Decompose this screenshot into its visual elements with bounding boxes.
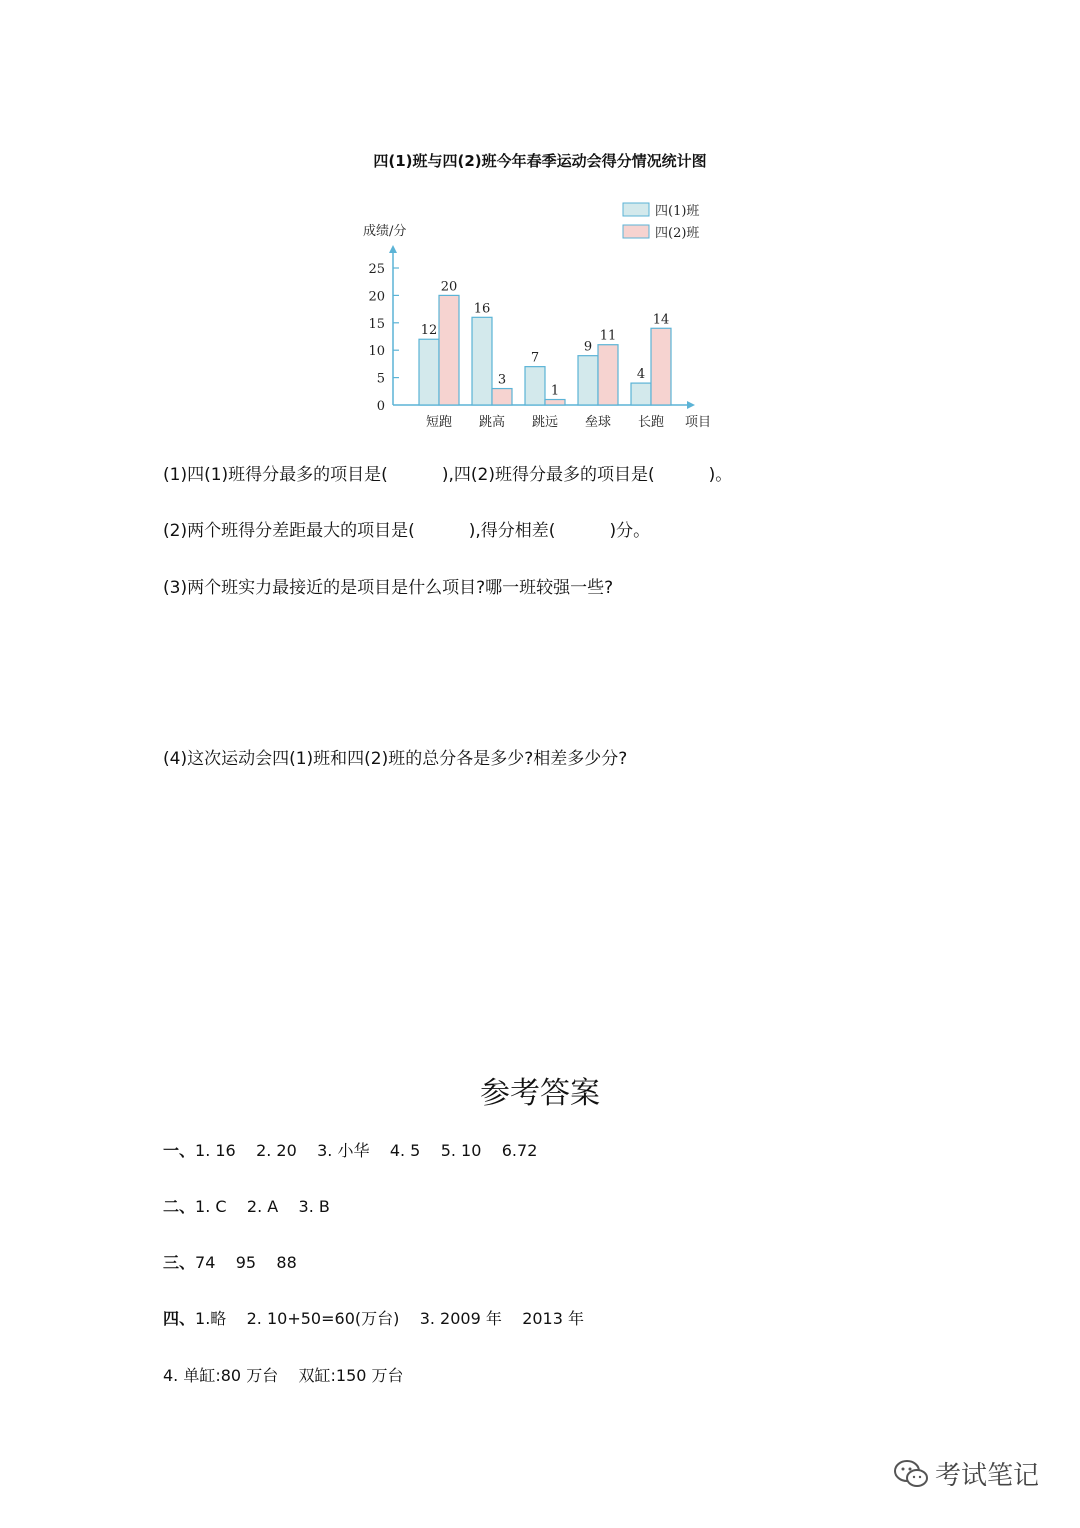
bar-2-4 xyxy=(651,328,671,405)
bar-1-4 xyxy=(631,383,651,405)
answer-line-1 xyxy=(163,1138,537,1161)
bar-value-label: 14 xyxy=(652,312,670,328)
bar-1-2 xyxy=(525,367,545,405)
category-label: 短跑 xyxy=(425,415,453,430)
bar-2-0 xyxy=(439,295,459,405)
bar-value-label: 3 xyxy=(497,372,507,388)
answer-line-3 xyxy=(163,1250,297,1273)
answer-text: 1.略 2. 10+50=60(万台) 3. 2009 年 2013 年 xyxy=(195,1309,585,1328)
y-tick-label: 0 xyxy=(376,399,385,414)
x-axis-arrow xyxy=(687,401,695,409)
question-2: (2)两个班得分差距最大的项目是( ),得分相差( )分。 xyxy=(163,521,651,541)
question-3: (3)两个班实力最接近的是项目是什么项目?哪一班较强一些? xyxy=(163,578,614,598)
y-axis-label: 成绩/分 xyxy=(363,224,407,239)
answer-prefix: 三、 xyxy=(163,1253,196,1272)
watermark-text: 考试笔记 xyxy=(935,1461,1040,1491)
bar-value-label: 11 xyxy=(599,328,617,344)
bar-value-label: 9 xyxy=(583,339,593,355)
bar-value-label: 20 xyxy=(440,279,458,295)
legend-swatch-1 xyxy=(623,203,649,216)
bar-chart xyxy=(355,195,735,440)
category-label: 长跑 xyxy=(637,415,665,430)
chart-legend xyxy=(623,203,699,241)
answer-prefix: 二、 xyxy=(163,1197,196,1216)
x-axis-label: 项目 xyxy=(685,415,712,430)
bar-value-label: 16 xyxy=(473,301,491,317)
legend-swatch-2 xyxy=(623,225,649,238)
bar-2-2 xyxy=(545,400,565,405)
answer-line-4 xyxy=(163,1306,584,1329)
bar-1-0 xyxy=(419,339,439,405)
answer-line-2 xyxy=(163,1194,330,1217)
answer-text: 1. 16 2. 20 3. 小华 4. 5 5. 10 6.72 xyxy=(195,1141,538,1160)
bar-2-1 xyxy=(492,389,512,405)
question-4: (4)这次运动会四(1)班和四(2)班的总分各是多少?相差多少分? xyxy=(163,749,628,769)
question-1: (1)四(1)班得分最多的项目是( ),四(2)班得分最多的项目是( )。 xyxy=(163,465,733,485)
y-tick-label: 10 xyxy=(368,344,385,360)
answer-line-5: 4. 单缸:80 万台 双缸:150 万台 xyxy=(163,1366,404,1385)
answer-prefix: 一、 xyxy=(163,1141,196,1160)
y-axis-arrow xyxy=(389,245,397,253)
wechat-logo-icon xyxy=(893,1458,929,1490)
bar-value-label: 1 xyxy=(550,383,560,399)
y-tick-label: 5 xyxy=(376,371,385,387)
bar-1-1 xyxy=(472,317,492,405)
answer-text: 74 95 88 xyxy=(195,1253,297,1272)
answer-text: 1. C 2. A 3. B xyxy=(195,1197,330,1216)
bar-1-3 xyxy=(578,356,598,405)
answer-prefix: 四、 xyxy=(163,1309,196,1328)
category-label: 垒球 xyxy=(584,415,612,430)
legend-label-2: 四(2)班 xyxy=(655,226,700,241)
bar-value-label: 12 xyxy=(420,323,438,339)
y-tick-label: 25 xyxy=(368,262,385,277)
bar-value-label: 7 xyxy=(530,350,540,366)
chart-bars xyxy=(419,279,671,430)
category-label: 跳远 xyxy=(531,415,559,430)
watermark xyxy=(893,1455,1039,1492)
legend-label-1: 四(1)班 xyxy=(655,204,700,219)
y-tick-label: 15 xyxy=(368,316,385,332)
answer-title: 参考答案 xyxy=(480,1076,600,1111)
bar-2-3 xyxy=(598,345,618,405)
bar-value-label: 4 xyxy=(636,367,646,383)
y-tick-label: 20 xyxy=(368,289,385,305)
chart-title: 四(1)班与四(2)班今年春季运动会得分情况统计图 xyxy=(373,152,707,170)
category-label: 跳高 xyxy=(478,415,506,430)
